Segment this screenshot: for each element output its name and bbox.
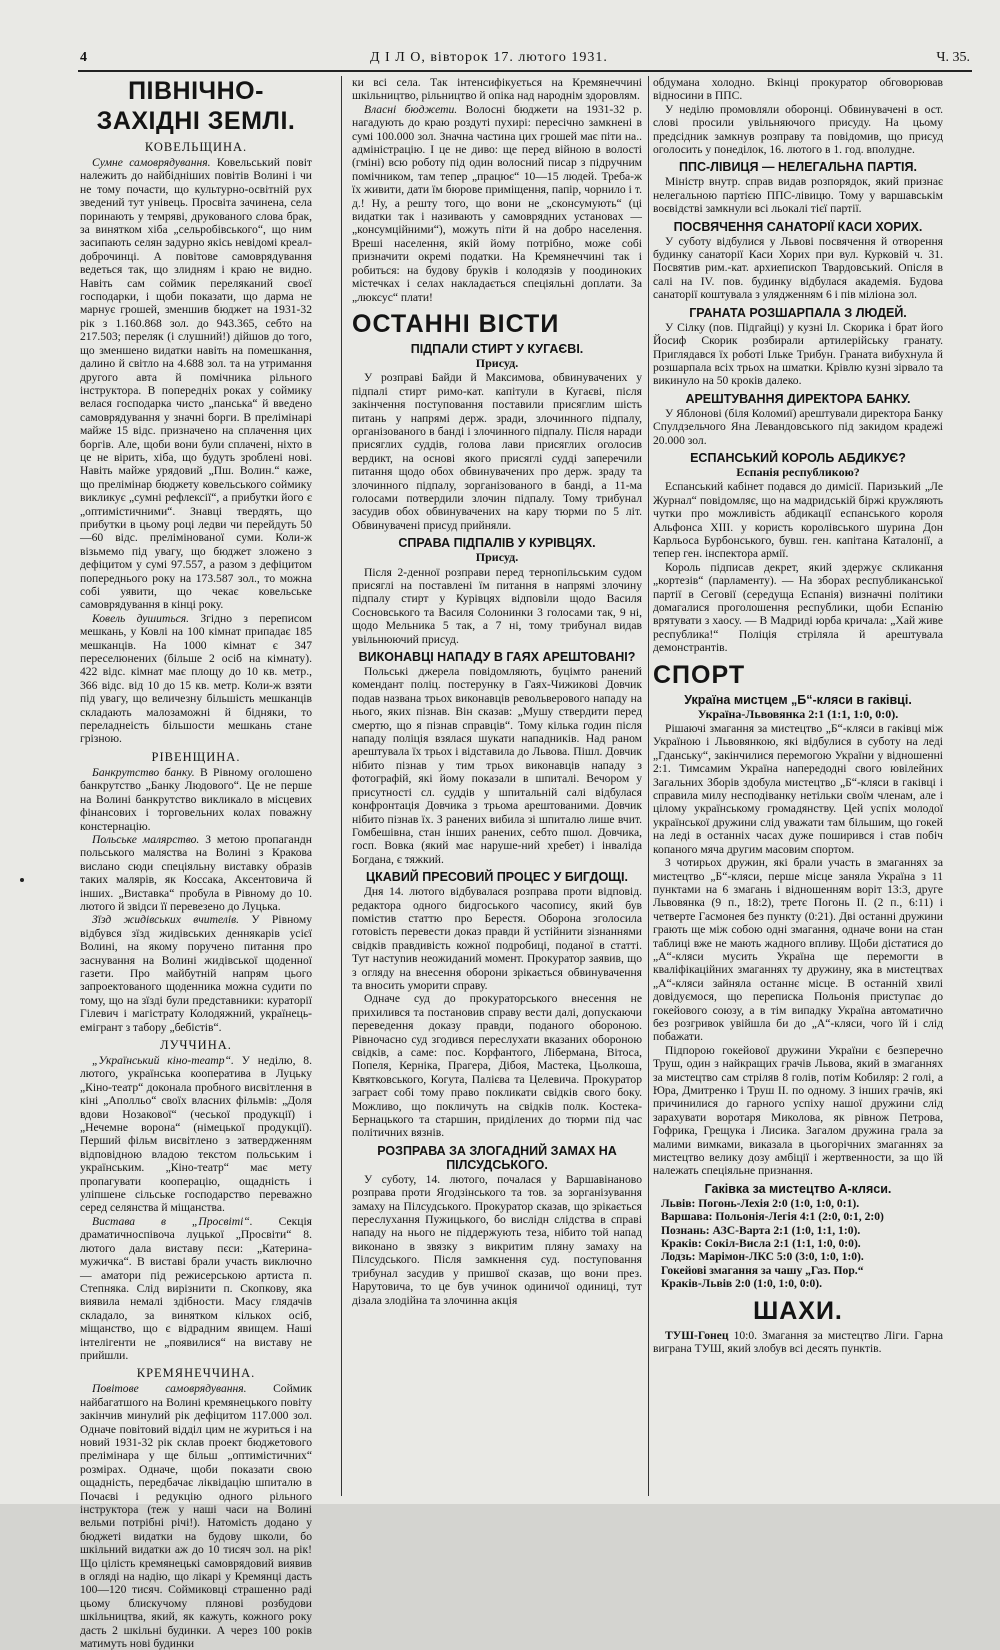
result-line: Лодзь: Марімон-ЛКС 5:0 (3:0, 1:0, 1:0). xyxy=(661,1250,864,1264)
article-paragraph: У розправі Байди й Максимова, обвинувачених у підпалі стирт римо-кат. капітули в Кугаєві, після закінчення поступовання поставили присяглим шість питань у напрямі держ. зради, злочинного підпалу, організованого в банді і злочинного підпалу. Після наради присяглих суддів, голова лави присяглих оголосив вердикт, на основі якого присяглі судді заперечили питання щодо обох обвинувачених про держ. зраду та злочинного підпалу, зорганізованого в банді, а 11-ма голосами потвердили злочин підпалу. Тому трибунал засудив обох обвинувачених на кару тюрми по 5 літ. Обвинувачені присуд прийняли. xyxy=(352,371,642,532)
region-heading: РІВЕНЩИНА. xyxy=(151,749,241,764)
article-paragraph: Зїзд жидівських вчителів. У Рівному відбувся зїзд жидівських деннякарів усієї Волині, на якому поручено питання про заснування на Волині жидівської щоденної газети. Про майбутній напрям цього запроектованого щоденника можна судити по тому, що на зїзді були представники: кураторії Гілевич і магістрату Колодяжний, українець-емігрант з табору „бебістів“. xyxy=(80,913,312,1034)
column-2 xyxy=(352,76,642,1496)
region-heading: ЛУЧЧИНА. xyxy=(160,1038,232,1052)
masthead-date: Д І Л О, вівторок 17. лютого 1931. xyxy=(370,50,608,65)
article-headline: ГРАНАТА РОЗШАРПАЛА З ЛЮДЕЙ. xyxy=(689,305,907,320)
article-paragraph: Власні бюджети. Волосні бюджети на 1931-32 р. нагадують до краю роздуті пухирі: пересічно замкнені в сумі 100.000 зол. Значна частина цих грошей має піти на.. адміністрацію. І це не диво: ще перед війною в волості (гміні) всю роботу під один волосний писар з підручним помічником, там тепер „працює“ 10—15 людей. Треба-ж їх живити, дати їм бюрове приміщення, папір, чорнило і т. д.! Ну, а решту того, що вони не „сконсумують“ (ці видатки так і називають у самоврядних установах — „консумційними“), можуть піти й на добро населення. Вреші населення, якій йому потрібно, може собі призначити окремі податки. На Кремянеччині так і робиться: на будову бруків і колодязів у поодиноких містечках і селах накладається спеціяльні доплати. За „люксус“ плати! xyxy=(352,102,642,304)
article-headline: ЦКАВИЙ ПРЕСОВИЙ ПРОЦЕС У БИГДОЩІ. xyxy=(366,870,628,885)
article-paragraph: З чотирьох дружин, які брали участь в змаганнях за мистецтво „Б“-кляси, перше місце заняла Україна з 11 пунктами на 6 змагань і відношенням воріт 13:3, друге Львовянка (9 п., 18:2), третє Погонь II. (2 п., 6:11) і четверте Гасмонея без пунктy (0:21). Дві останні дружини грають ще між собою одні змагання, одначе вони на стан таблиці вже не мають жадного впливу. Щоби дістатися до „А“-кляси мусить Україна ще перемогти в кваліфікаційних змаганнях ту дружину, яка в мистецтвах „А“-кляси зайняла останнє місце. В останній хвилі довідуємося, що переписка Польонія приступає до гокейового союзу, а в тім випадку Україна автоматично без розгривок увійшла би до „А“-кляси, чого їй і слід побажати. xyxy=(653,856,943,1044)
result-line: Краків: Сокіл-Висла 2:1 (1:1, 1:0, 0:0). xyxy=(661,1237,861,1251)
article-paragraph: Вистава в „Просвіті“. Секція драматичноспівоча луцької „Просвіти“ 8. лютого дала виставу пєси: „Катерина-мужичка“. В виставі брали участь виключно — аматори під режисерською артиста п. Степняка. Слід вирізнити п. Скопкову, яка виявила немалі здібности. Масу глядачів складало, за винятком кількох осіб, міщанство, що є відрадним явищем. Нашi інтелігенти не „появилися“ на виставу не прийшли. xyxy=(80,1214,313,1362)
result-line: Львів: Погонь-Лехія 2:0 (1:0, 1:0, 0:1). xyxy=(661,1196,860,1210)
column-divider xyxy=(648,76,649,1496)
article-paragraph: Повітове самоврядування. Соймик найбагатшого на Волині кремянецького повіту закінчив минулий рік дефіцитом 117.000 зол. Одначе повітовий відділ цим не журиться і на новий 1931-32 рік склав проект бюджетового прелімінара у ще більш „оптимістичних“ розмірах. Одначе, щоби показати свою ощадність, передбачає ліквідацію шпиталю в Почаєві і редукцію одного рільного інструктора (теж у наші часи на Волині вельми потрібні річі!). Натомість додано у бюджеті видатки на будову школи, бо шкільний видатки аж до 10 тисяч зол. на рік! Що цілість кремянецькі самоврядовий виявив в огляді на надію, що лікарі у Кремянці дасть 100—120 тисяч. Соймиковці страшенно раді цьому блискучому плянові розбудови шкільництва, який, як кажуть, кожного року дасть 2 шкільні будинки. А через 100 років матимуть нові будинки xyxy=(80,1382,312,1650)
article-paragraph: Після 2-денної розправи перед тернопільським судом присяглі на поставлені їм питання в напрямі злочину підпалу стирт у Курівцях відповіли щодо Василя Сосновського та Василя Солонинки 3 голосами так, 9 ні, щодо Мельника 5 так, а 7 ні, тому трибунал видав увільнюючий присуд. xyxy=(352,565,642,646)
article-headline: АРЕШТУВАННЯ ДИРЕКТОРА БАНКУ. xyxy=(685,391,911,406)
region-heading: КРЕМЯНЕЧЧИНА. xyxy=(136,1366,256,1381)
article-subheadline: Україна-Львовянка 2:1 (1:1, 1:0, 0:0). xyxy=(697,706,899,721)
result-line: Варшава: Польонія-Легія 4:1 (2:0, 0:1, 2:0) xyxy=(661,1210,884,1224)
result-line: Краків-Львів 2:0 (1:0, 1:0, 0:0). xyxy=(661,1277,823,1291)
result-line: Познань: АЗС-Варта 2:1 (1:0, 1:1, 1:0). xyxy=(661,1223,861,1237)
article-subheadline: Присуд. xyxy=(475,550,519,565)
article-paragraph: У суботу відбулися у Львові посвячення й отворення будинку санаторії Каси Хорих при вул. Курковій ч. 31. Посвятив рим.-кат. архиепископ Твардовський. Опісля в салі на IV. пов. будинку відбулася академія. Будова санаторії коштувала з улядженням 6 і пів міліона зол. xyxy=(653,234,943,302)
article-headline: ЕСПАНСЬКИЙ КОРОЛЬ АБДИКУЄ? xyxy=(690,450,906,465)
section-title-latest-news: ОСТАННІ ВІСТИ xyxy=(352,309,560,338)
column-divider xyxy=(341,76,342,1496)
article-paragraph: Міністр внутр. справ видав розпорядок, який признає нелегальною партією ППС-лівицю. Тому у варшавськім воєвідстві замкнули всі льокалі тієї партії. xyxy=(653,175,943,216)
article-paragraph: Польське малярство. З метою пропагандн польського маляства на Волині з Кракова вислано сюди спеціяльну виставку образів таких малярів, як Коссака, Аксентовича й інших. „Виставка“ пробула в Рівному до 10. лютого й звідси її перевезено до Луцька. xyxy=(80,832,312,913)
article-paragraph: Ковель душиться. Згідно з переписом мешкань, у Ковлі на 100 кімнат припадає 185 мешканців. На 1000 кімнат є 347 переселюнених (більше 2 осіб на кімнату). 422 відс. кімнат має площу до 10 кв. метр., 366 відс. від 10 до 15 кв. метр. Коли-ж взяти під увагу, що величезну більшість мешканців складають малозаможні й бідняки, то переладнеість більшости мешкань стане грізною. xyxy=(80,611,312,746)
article-paragraph: Одначе суд до прокураторського внесення не прихилився та постановив справу вести далі, допускаючи переведення доказу правди, поданого обороною. Рівночасно суд згодився переслухати вказаних обороною свідків, а саме: пос. Корфантого, Ліберманa, Вітоса, Попеля, Керніка, Прагера, Дібоя, Мастека, Цьолкоша, Квятковського, Когута, Палієва та Целевича. Прокуратор заграєт собі тому право покликати свідків свого боку. Можливо, що покличуть на свідків полк. Костека-Бернацького та старшин, приділених до тюрми під час політичних вязнів. xyxy=(352,992,642,1140)
print-speck xyxy=(20,878,24,882)
article-paragraph: Дня 14. лютого відбувалася розправа проти відповід. редактора одного бидгоського часопису, який був помістив статтю про Берестя. Оборона зголосила готовість перевести доказ правди й устійнити зізнаннями свідків правдивість кожної подробиці, поданої в статті. Тут настуnив неожиданий момент. Прокуратор заявив, що з огляду на внесення оборони зрікається обвинувачення та вносить уморити справу. xyxy=(352,885,642,992)
article-headline: ПОСВЯЧЕННЯ САНАТОРІЇ КАСИ ХОРИХ. xyxy=(673,219,923,234)
article-headline: ПІДПАЛИ СТИРТ У КУГАЄВІ. xyxy=(410,341,584,356)
article-paragraph: Підпорою гокейової дружини України є безперечно Труш, один з найкращих грачів Львова, який в змаганнях за мистецтво сам стріляв 8 голів, потім Кобиляр: 2 голі, а Юра, Дмитренко і Труш II. по одному. З інших грачів, які причинилися до гарного успіху нашої дружини слід зарахувати воротаря Миколова, як рівнож Петрова, Гофрика, Грещука і Лисика. Загалом дружина грала за малими вимками, виказала в цьогорічних змаганнях за мистецтво велику дозу амбіції і жертвенности, за що їй належать спеціяльне признання. xyxy=(653,1043,943,1178)
column-3 xyxy=(653,76,943,1496)
results-list xyxy=(653,1197,943,1291)
article-paragraph: Польські джерела повідомляють, буцімто ранений комендант поліц. постерунку в Гаях-Чижикові Довчик подав названа трьох виконавців револьверового нападу на нього, яких пізнав. Він сказав: „Мушу ствердити перед смертю, що я пізнав справців“. Тому кілька годин після нападу поліція взялася шукати нападників. Над раном арештувала їх трьох і відставила до Львова. Пішл. Довчик нібито пізнав у тим трьох виконавців нападу з фотографій, які йому показали в шпиталі. Вечором у присутності сл. суддів у шпитальній салі відбулася конфронтація Довчика з трьома арештованими. Довчик нібито пізнав їх. З ранених вибила зі шпиталю лише вчит. Гомбешівна, стан інших ранених, себто пшол. Довчика, госп. Вовка (який має наруше-ний хребет) і інваліда Богдана, є тяжкий. xyxy=(352,665,642,866)
article-paragraph: Король підписав декрет, який здержує скликання „кортезів“ (парламенту). — На зборах республиканської партії в Сеговії (середуща Еспанія) визначні політики домагалися проголошення республики, щоби Еспанію врятувати з хаосу. — В Мадриді юрба кричала: „Хай живе республика!“ Поліція стріляла й арештувала демонстрантів. xyxy=(653,560,943,655)
column-1 xyxy=(80,76,313,1650)
article-paragraph: ТУШ-Гонец 10:0. Змагання за мистецтво Ліги. Гарна виграна ТУШ, який злобув всі десять пунктів. xyxy=(653,1328,943,1356)
article-paragraph: „Український кіно-театр“. У неділю, 8. лютого, українська кооператива в Луцьку „Кіно-театр“ доконала пробного висвітлення в кіні „Аполльо“ своїх власних фільмів: „Доля вдови Нозакової“ (чеської продукції) і „Нечемне ворона“ (німецької продукції). Перший фільм висвітлено з затвердженням відповідною владою текстом польським і українським. „Кіно-театр“ має мету пропагувати кооперацію, ощадність і уліпшене сільське господарство переважно серед селянства й міщанства. xyxy=(80,1054,312,1215)
article-paragraph: Банкрутство банку. В Рівному оголошено банкрутство „Банку Людового“. Це не перше на Волині банкрутство викликало в місцевих фінансових і торговельних колах поважну констернацію. xyxy=(80,765,312,833)
result-line: Гокейові змагання за чашу „Газ. Пор.“ xyxy=(661,1263,864,1277)
region-heading: КОВЕЛЬЩИНА. xyxy=(144,140,248,154)
article-paragraph: У неділю промовляли оборонці. Обвинувачені в ост. слові просили увільняючого присуду. На цьому предсідник замкнув розправу та повідомив, що присуд оголосить у понеділок, 16. лютого в 1. год. вполудне. xyxy=(653,102,943,157)
article-paragraph: У Яблонові (біля Коломиї) арештували директора Банку Спулдзельчого Яна Левандовського під закидом крадежі 20.000 зол. xyxy=(653,406,943,447)
article-subheadline: Присуд. xyxy=(475,355,519,370)
page-header xyxy=(80,50,970,68)
issue-number: Ч. 35. xyxy=(936,50,970,65)
section-title-chess: ШАХИ. xyxy=(753,1296,843,1325)
page-number: 4 xyxy=(80,50,87,65)
article-paragraph: Сумне самоврядування. Ковельський повіт належить до найбідніших повітів Волині і чи не тому почасти, що культурно-освітній рух зведений тут унівець. Просвіта зачинена, села поринають у темряві, друкованого слова брак, за винятком хіба „сельробівського“, що ним засипають селян задурно якісь невідомі креал-доброчинці. А повітове самоврядування ведеться так, що злидням і краю не видно. Навіть сам соймик переляканий своєї господарки, і щоби показати, що дарма не марнує грошей, зменшив бюджет на 1931-32 рік з 1.160.868 зол. до 943.365, себто на 217.503; переляк (і слушний!) дійшов до того, що зменшено видатки навіть на помешкання, далино й світло на 4.688 зол. та на утримання другого авта й помічника рільного інструктора. В попередніх роках у соймику велася господарка чисто „панська“ й введено самоврядування у значні борги. В прелімінарі майже 15 відс. призначено на сплачення цих боргів. Але, щоби вони були сплачені, ніхто в це не вірить, хіба, що будуть зроблені нові. Навіть майже урядовий „Пш. Волин.“ каже, що прелімінар бюджету ковельського соймику викликує „сумні рефлексії“, а прибутки його є „оптимістичними“. Знавці твердять, що прибутки в цьому році ледви чи перейдуть 50—60 відс. прелімінованої суми. Коли-ж візьмемо під увагу, що бюджет зложено з дефіцитом у сумі 97.557, а разом з дефіцитом попереднього року на 173.587 зол., то можна собі уявити, що чекає ковельське самоврядування в кінці року. xyxy=(80,156,312,612)
article-headline: ВИКОНАВЦІ НАПАДУ В ГАЯХ АРЕШТОВАНІ? xyxy=(358,650,636,665)
section-title-sport: СПОРТ xyxy=(653,660,746,689)
header-rule xyxy=(78,70,972,72)
article-headline: Україна мистцем „Б“-кляси в гаківці. xyxy=(684,692,912,707)
article-paragraph: обдумана холодно. Вкінці прокуратор обговорював відносини в ППС. xyxy=(653,76,943,103)
article-paragraph: ки всі села. Так інтенсифікується на Кремянеччині шкільництво, рільництво й опіка над народнім здоровлям. xyxy=(352,76,642,103)
article-headline: РОЗПРАВА ЗА ЗЛОГАДНИЙ ЗАМАХ НА ПІЛСУДСЬКОГО. xyxy=(377,1143,617,1172)
article-paragraph: Еспанський кабінет подався до димісії. Паризький „Ле Журнал“ повідомляє, що на мадридській біржі кружляють чутки про можливість абдикації еспанського короля Альфонса XIII. у користь королівського шурина Дон Карльоса Бурбонського, бувш. ген. капітана Каталонії, а тепер ген. інспектора армії. xyxy=(653,480,943,561)
article-paragraph: У Сілку (пов. Підгайці) у кузні Іл. Скорика і брат його Йосиф Скорик розбирали артилерійську гранату. Приглядався їх роботі Ільке Трибун. Граната вибухнула й розшарпала всіх трьох на шматки. Крівлю кузні зірвало та викинуло на 50 кроків далеко. xyxy=(653,320,943,388)
article-subheadline: Еспанія республикою? xyxy=(736,464,860,479)
article-paragraph: У суботу, 14. лютого, почалася у Варшавінаново розправа проти Ягодзінського та тов. за зорганізування замаху на Пілсудського. Прокуратор сказав, що зрікається переслухання Пужицького, бо вислідн слідства в справі нападу на нього не піддержують теза, нібито той напад виконано в звязку з викритим пляну замаху на Пілсудського. Після замкнення суд. поступовання трибунал засудив у пришвої сказав, що вони през. Нарутовича, то це був учинок одиничої одиниці, тут дізала злодійна та злочинна акція xyxy=(352,1172,642,1307)
section-title: ПІВНІЧНО-ЗАХІДНІ ЗЕМЛІ. xyxy=(96,77,296,135)
article-headline: СПРАВА ПІДПАЛІВ У КУРІВЦЯХ. xyxy=(398,536,596,551)
article-headline: ППС-ЛІВИЦЯ — НЕЛЕГАЛЬНА ПАРТІЯ. xyxy=(679,160,917,175)
article-paragraph: Рішаючі змагання за мистецтво „Б“-кляси в гаківці між Україною і Львовянкою, які відбулися в суботу на леді „Гданську“, закінчилися перемогою України у відношенні 2:1. Тимсамим Україна напередодні свого ювілейних Загальних Зборів здобула мистецтво „Б“-кляси в гаківці і справила милу несподіванку нетільки своїм членам, але і цілому українському громадянству. Цей успіх молодої української дружини слід уважати там більшим, що гокей на леді в останніх часах дуже поширився і став побіч копаного мяча другим масовим спортом. xyxy=(653,722,943,856)
article-headline: Гаківка за мистецтво А-кляси. xyxy=(704,1181,892,1196)
